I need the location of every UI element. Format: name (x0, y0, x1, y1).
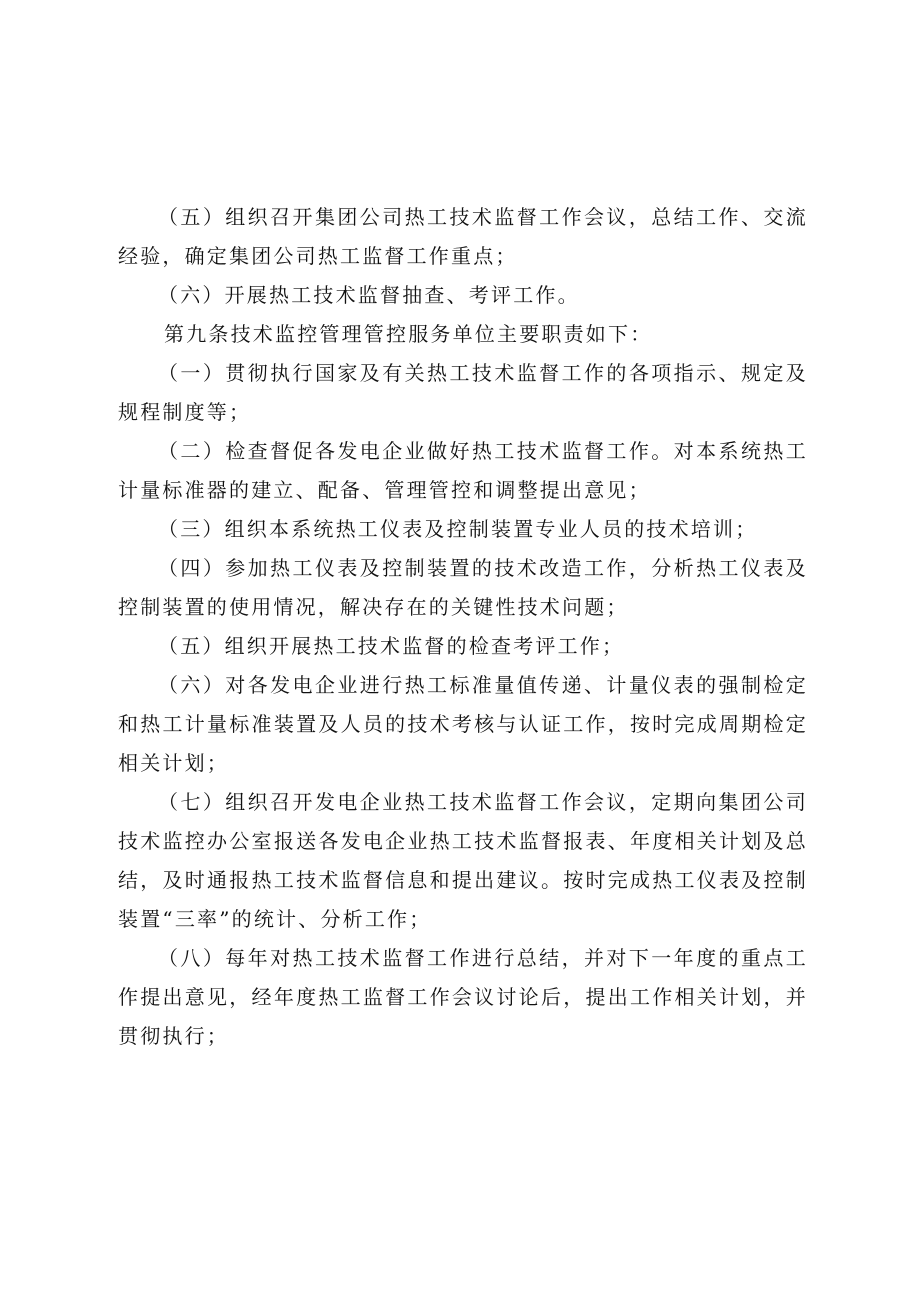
article-nine-heading: 第九条技术监控管理管控服务单位主要职责如下： (164, 322, 653, 346)
paragraph-duty-4: （四）参加热工仪表及控制装置的技术改造工作，分析热工仪表及控制装置的使用情况，解决存在的关键性技术问题； (118, 556, 808, 619)
paragraph-duty-7: （七）组织召开发电企业热工技术监督工作会议，定期向集团公司技术监控办公室报送各发电企业热工技术监督报表、年度相关计划及总结，及时通报热工技术监督信息和提出建议。按时完成热工仪表及控制装置“三率”的统计、分析工作； (118, 790, 808, 931)
paragraph-duty-3: （三）组织本系统热工仪表及控制装置专业人员的技术培训； (158, 517, 758, 541)
paragraph-duty-6: （六）对各发电企业进行热工标准量值传递、计量仪表的强制检定和热工计量标准装置及人员的技术考核与认证工作，按时完成周期检定相关计划； (118, 673, 808, 775)
paragraph-inspection: （六）开展热工技术监督抽查、考评工作。 (158, 283, 580, 307)
paragraph-duty-8: （八）每年对热工技术监督工作进行总结，并对下一年度的重点工作提出意见，经年度热工监督工作会议讨论后，提出工作相关计划，并贯彻执行； (118, 946, 808, 1048)
paragraph-group-meeting: （五）组织召开集团公司热工技术监督工作会议，总结工作、交流经验，确定集团公司热工监督工作重点； (118, 205, 808, 268)
paragraph-duty-2: （二）检查督促各发电企业做好热工技术监督工作。对本系统热工计量标准器的建立、配备、管理管控和调整提出意见； (118, 439, 808, 502)
document-body (118, 198, 808, 1056)
paragraph-duty-1: （一）贯彻执行国家及有关热工技术监督工作的各项指示、规定及规程制度等； (118, 361, 808, 424)
paragraph-duty-5: （五）组织开展热工技术监督的检查考评工作； (158, 634, 625, 658)
